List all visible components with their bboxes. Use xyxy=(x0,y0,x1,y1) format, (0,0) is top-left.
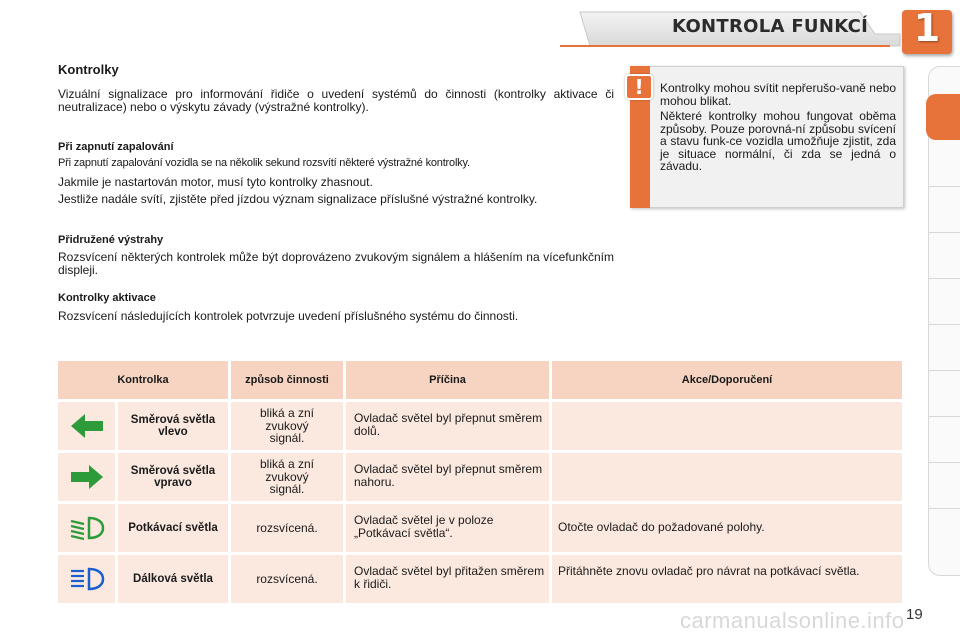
ignition-heading: Při zapnutí zapalování xyxy=(58,141,174,153)
table-row-mode: rozsvícená. xyxy=(231,555,343,603)
warning-text: Některé kontrolky mohou fungovat oběma způsoby. Pouze porovná-ní způsobu svícení a stavu funk-ce vozidla umožňuje zjistit, zda je situace normální, či zda se jedná o závadu. xyxy=(660,109,896,173)
table-row-cause: Ovladač světel byl přepnut směrem dolů. xyxy=(346,402,549,450)
table-row-name: Směrová světla vlevo xyxy=(118,402,228,450)
table-row-icon-cell xyxy=(58,402,115,450)
side-tab-divider xyxy=(928,278,960,279)
table-header-action: Akce/Doporučení xyxy=(552,361,902,399)
side-tab-divider xyxy=(928,462,960,463)
ignition-paragraph: Jakmile je nastartován motor, musí tyto kontrolky zhasnout. xyxy=(58,175,373,189)
table-row-icon-cell xyxy=(58,555,115,603)
side-tab-divider xyxy=(928,186,960,187)
table-row-icon-cell xyxy=(58,504,115,552)
activation-paragraph: Rozsvícení následujících kontrolek potvrzuje uvedení příslušného systému do činnosti. xyxy=(58,309,519,323)
table-row-mode: bliká a zní zvukový signál. xyxy=(231,453,343,501)
table-row-action xyxy=(552,453,902,501)
table-row-cause: Ovladač světel je v poloze „Potkávací světla“. xyxy=(346,504,549,552)
side-tab-divider xyxy=(928,232,960,233)
table-row-action: Přitáhněte znovu ovladač pro návrat na potkávací světla. xyxy=(552,555,902,603)
arrow-left-icon xyxy=(69,412,105,440)
table-row-mode: bliká a zní zvukový signál. xyxy=(231,402,343,450)
table-row-action xyxy=(552,402,902,450)
table-row-mode: rozsvícená. xyxy=(231,504,343,552)
alerts-paragraph: Rozsvícení některých kontrolek může být doprovázeno zvukovým signálem a hlášením na vícefunkčním displeji. xyxy=(58,250,614,277)
intro-paragraph: Vizuální signalizace pro informování řidiče o uvedení systémů do činnosti (kontrolky aktivace či neutralizace) nebo o výskytu závady (výstražné kontrolky). xyxy=(58,87,614,114)
page-number: 19 xyxy=(906,606,923,623)
table-row-name: Dálková světla xyxy=(118,555,228,603)
warning-text: Kontrolky mohou svítit nepřerušo-vaně nebo mohou blikat. xyxy=(660,81,896,108)
table-row-name: Směrová světla vpravo xyxy=(118,453,228,501)
table-row-action: Otočte ovladač do požadované polohy. xyxy=(552,504,902,552)
side-tab-rail xyxy=(928,66,960,576)
page-title: KONTROLA FUNKCÍ xyxy=(672,16,869,37)
table-row-cause: Ovladač světel byl přitažen směrem k řidiči. xyxy=(346,555,549,603)
watermark: carmanualsonline.info xyxy=(680,608,905,633)
table-header-cause: Příčina xyxy=(346,361,549,399)
side-tab-divider xyxy=(928,508,960,509)
exclamation-icon: ! xyxy=(625,74,653,100)
ignition-paragraph: Jestliže nadále svítí, zjistěte před jízdou význam signalizace příslušné výstražné kontrolky. xyxy=(58,192,538,206)
side-tab-active[interactable] xyxy=(926,94,960,140)
alerts-heading: Přidružené výstrahy xyxy=(58,234,164,246)
section-title: Kontrolky xyxy=(58,62,119,77)
ignition-paragraph: Při zapnutí zapalování vozidla se na několik sekund rozsvítí některé výstražné kontrolky. xyxy=(58,157,470,169)
table-header-kontrolka: Kontrolka xyxy=(58,361,228,399)
table-header-mode: způsob činnosti xyxy=(231,361,343,399)
side-tab-divider xyxy=(928,324,960,325)
dipped-beam-icon xyxy=(67,514,107,542)
table-row-icon-cell xyxy=(58,453,115,501)
side-tab-divider xyxy=(928,416,960,417)
table-row-name: Potkávací světla xyxy=(118,504,228,552)
activation-heading: Kontrolky aktivace xyxy=(58,292,156,304)
arrow-right-icon xyxy=(69,463,105,491)
table-row-cause: Ovladač světel byl přepnut směrem nahoru. xyxy=(346,453,549,501)
chapter-number: 1 xyxy=(913,6,941,50)
main-beam-icon xyxy=(67,565,107,593)
side-tab-divider xyxy=(928,370,960,371)
